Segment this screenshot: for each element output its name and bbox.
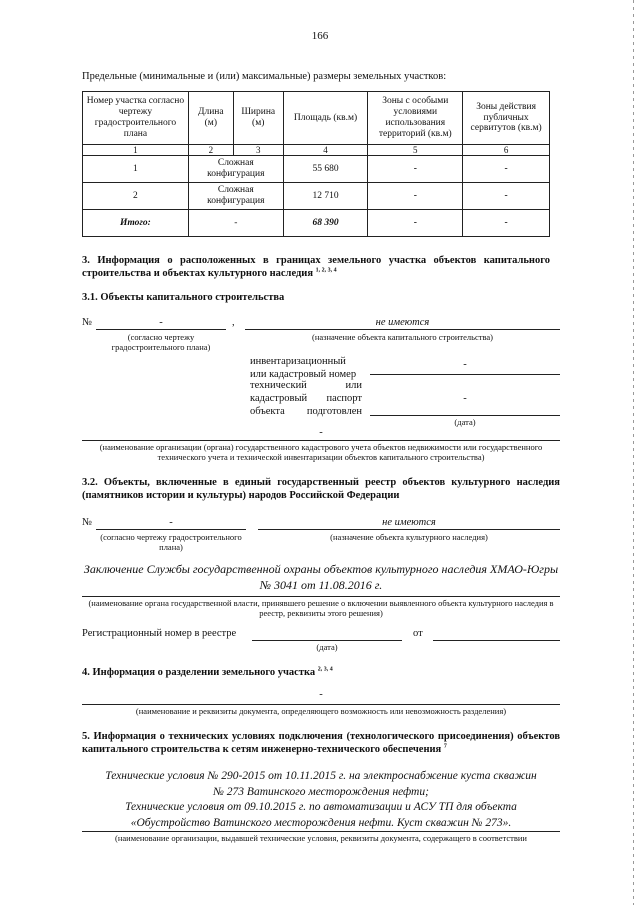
cell-area: 12 710 [283, 183, 368, 210]
section-3-1-title: 3.1. Объекты капитального строительства [82, 292, 285, 303]
cultural-conclusion: Заключение Службы государственной охраны объектов культурного наследия ХМАО-Югры № 3041 от 11.08.2016 г. [83, 562, 559, 592]
cell-special-zones: - [368, 183, 463, 210]
from-label: от [413, 628, 423, 639]
total-label: Итого: [83, 210, 189, 237]
section-3-2-title: 3.2. Объекты, включенные в единый государственный реестр объектов культурного наследия (памятников истории и культуры) народов Российской Федерации [82, 477, 560, 502]
cultural-object-number: - [169, 517, 173, 528]
header-plot-number: Номер участка согласно чертежу градостроительного плана [83, 92, 189, 145]
intro-text: Предельные (минимальные и (или) максимальные) размеры земельных участков: [82, 71, 447, 82]
table-row [83, 156, 550, 183]
caption-cultural-purpose: (назначение объекта культурного наследия) [330, 532, 488, 542]
inventory-number-value: - [463, 359, 467, 370]
header-servitude-zones: Зоны действия публичных сервитутов (кв.м) [463, 92, 550, 145]
organization-value: - [319, 427, 323, 438]
date-caption: (дата) [316, 642, 338, 652]
tech-conditions-line: «Обустройство Ватинского месторождения нефти. Куст скважин № 273». [130, 816, 512, 829]
header-length: Длина (м) [188, 92, 233, 145]
col-number: 1 [83, 145, 189, 156]
comma: , [232, 317, 235, 328]
total-area: 68 390 [283, 210, 368, 237]
cell-plot-number: 1 [83, 156, 189, 183]
scan-edge [633, 0, 634, 905]
tech-conditions-line: Технические условия № 290-2015 от 10.11.2015 г. на электроснабжение куста скважин [105, 770, 537, 782]
col-number: 4 [283, 145, 368, 156]
tech-conditions-line: № 273 Ватинского месторождения нефти; [213, 785, 429, 798]
underline [82, 831, 560, 832]
registry-number-label: Регистрационный номер в реестре [82, 628, 237, 639]
underline [433, 640, 560, 641]
cell-area: 55 680 [283, 156, 368, 183]
section-4-title: 4. Информация о разделении земельного участка $^{2, 3, 4}$ [82, 666, 333, 678]
caption-drawing: (согласно чертежу градостроительного плана) [100, 532, 242, 553]
table-total-row [83, 210, 550, 237]
section-3-title: 3. Информация о расположенных в границах земельного участка объектов капитального строительства и объектах культурного наследия $^{1, 2, 3, 4}$ [82, 255, 550, 280]
total-special-zones: - [368, 210, 463, 237]
tech-passport-label: технический или кадастровый паспорт объекта подготовлен [250, 380, 362, 418]
number-sign: № [82, 317, 93, 328]
cell-dimensions: Сложная конфигурация [188, 156, 283, 183]
section-5-title: 5. Информация о технических условиях подключения (технологического присоединения) объектов капитального строительства к сетям инженерно-технического обеспечения $^7$ [82, 731, 560, 756]
table-row [83, 183, 550, 210]
header-area: Площадь (кв.м) [283, 92, 368, 145]
cultural-object-value: не имеются [382, 517, 436, 528]
total-dimensions: - [188, 210, 283, 237]
division-caption: (наименование и реквизиты документа, определяющего возможность или невозможность разделения) [135, 706, 507, 716]
tech-conditions-line: Технические условия от 09.10.2015 г. по автоматизации и АСУ ТП для объекта [125, 801, 517, 814]
underline [370, 415, 560, 416]
cell-special-zones: - [368, 156, 463, 183]
tech-passport-value: - [463, 393, 467, 404]
technical-conditions [82, 769, 560, 831]
number-sign: № [82, 517, 93, 528]
cell-servitude: - [463, 156, 550, 183]
page-number: 166 [311, 30, 329, 42]
inventory-number-label: инвентаризационный или кадастровый номер [250, 356, 357, 381]
table-number-row [83, 145, 550, 156]
underline [82, 704, 560, 705]
caption-capital-purpose: (назначение объекта капитального строительства) [311, 332, 494, 342]
caption-drawing: (согласно чертежу градостроительного плана) [111, 332, 211, 353]
land-size-table [82, 91, 550, 237]
header-width: Ширина (м) [233, 92, 283, 145]
underline [258, 529, 560, 530]
tech-conditions-caption: (наименование организации, выдавшей технические условия, реквизиты документа, содержащего в соответствии [115, 833, 527, 843]
underline [96, 329, 226, 330]
underline [245, 329, 560, 330]
col-number: 6 [463, 145, 550, 156]
conclusion-caption: (наименование органа государственной власти, принявшего решение о включении выявленного объекта культурного наследия в реестр, реквизиты этого решения) [88, 598, 554, 619]
underline [82, 440, 560, 441]
cell-plot-number: 2 [83, 183, 189, 210]
division-value: - [319, 689, 323, 700]
cell-servitude: - [463, 183, 550, 210]
table-header-row [83, 92, 550, 145]
col-number: 2 [188, 145, 233, 156]
underline [370, 374, 560, 375]
organization-caption: (наименование организации (органа) государственного кадастрового учета объектов недвижимости или государственного технического учета и технической инвентаризации объектов капитального строительства) [99, 442, 543, 463]
capital-object-value: не имеются [375, 317, 430, 328]
date-caption: (дата) [454, 417, 476, 427]
underline [96, 529, 246, 530]
total-servitude: - [463, 210, 550, 237]
underline [82, 596, 560, 597]
header-special-zones: Зоны с особыми условиями использования территорий (кв.м) [368, 92, 463, 145]
cell-dimensions: Сложная конфигурация [188, 183, 283, 210]
underline [252, 640, 402, 641]
capital-object-number: - [159, 317, 163, 328]
col-number: 3 [233, 145, 283, 156]
col-number: 5 [368, 145, 463, 156]
